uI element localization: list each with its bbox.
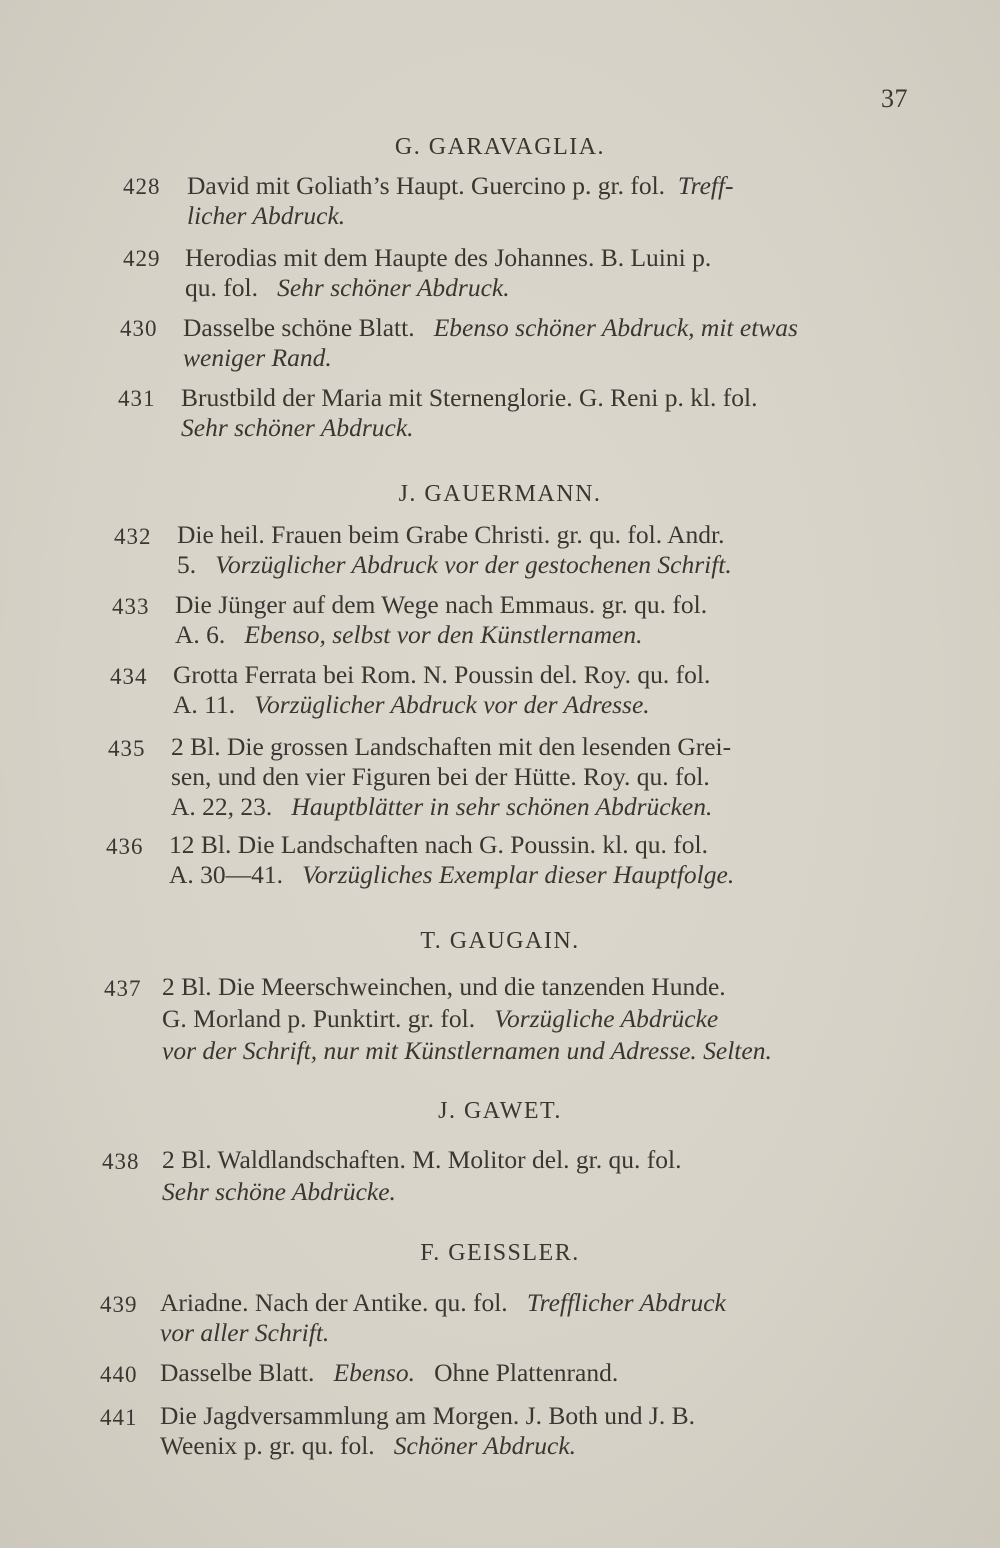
entry-text: Herodias mit dem Haupte des Johannes. B. Luini p. (185, 243, 712, 272)
entry-remark: Sehr schöne Abdrücke. (162, 1177, 396, 1206)
entry-text: 5. (177, 550, 197, 579)
entry-number: 438 (102, 1149, 140, 1174)
entry-number: 436 (106, 834, 144, 859)
entry-text: qu. fol. (185, 273, 258, 302)
entry-text: 2 Bl. Die Meerschweinchen, und die tanzenden Hunde. (162, 972, 726, 1001)
entry-text: Die Jünger auf dem Wege nach Emmaus. gr. qu. fol. (175, 590, 708, 619)
entry-number: 440 (100, 1362, 138, 1387)
entry-text: 2 Bl. Waldlandschaften. M. Molitor del. gr. qu. fol. (162, 1145, 682, 1174)
entry-remark: Ebenso schöner Abdruck, mit etwas (433, 313, 798, 342)
entry-remark: Hauptblätter in sehr schönen Abdrücken. (291, 792, 713, 821)
entry-remark: Vorzüglicher Abdruck vor der Adresse. (254, 690, 650, 719)
entry-text: Dasselbe Blatt. (160, 1358, 315, 1387)
entry-text: A. 11. (173, 690, 236, 719)
entry-number: 439 (100, 1292, 138, 1317)
entry-remark: Sehr schöner Abdruck. (277, 273, 510, 302)
entry-text: Dasselbe schöne Blatt. (183, 313, 415, 342)
entry-remark: Treff- (677, 171, 734, 200)
section-heading-garavaglia: G. GARAVAGLIA. (394, 134, 606, 160)
entry-remark: vor der Schrift, nur mit Künstlernamen und Adresse. Selten. (162, 1036, 772, 1065)
entry-text: G. Morland p. Punktirt. gr. fol. (162, 1004, 476, 1033)
entry-text: sen, und den vier Figuren bei der Hütte. Roy. qu. fol. (171, 762, 710, 791)
entry-number: 428 (123, 174, 161, 199)
entry-text: Ohne Plattenrand. (434, 1358, 619, 1387)
entry-text: A. 30—41. (169, 860, 284, 889)
entry-remark: Vorzüglicher Abdruck vor der gestochenen Schrift. (215, 550, 732, 579)
entry-remark: Vorzügliche Abdrücke (494, 1004, 719, 1033)
entry-remark: licher Abdruck. (187, 201, 346, 230)
entry-remark: weniger Rand. (183, 343, 332, 372)
entry-text: A. 6. (175, 620, 226, 649)
section-heading-gauermann: J. GAUERMANN. (398, 481, 602, 507)
section-heading-gawet: J. GAWET. (438, 1098, 562, 1124)
entry-text: 12 Bl. Die Landschaften nach G. Poussin. kl. qu. fol. (169, 830, 708, 859)
entry-text: Ariadne. Nach der Antike. qu. fol. (160, 1288, 508, 1317)
section-heading-gaugain: T. GAUGAIN. (420, 928, 580, 954)
entry-number: 437 (104, 976, 142, 1001)
entry-text: Weenix p. gr. qu. fol. (160, 1431, 375, 1460)
entry-remark: Trefflicher Abdruck (526, 1288, 726, 1317)
entry-remark: Sehr schöner Abdruck. (181, 413, 414, 442)
entry-number: 434 (110, 664, 148, 689)
entry-number: 429 (123, 246, 161, 271)
entry-remark: Vorzügliches Exemplar dieser Hauptfolge. (302, 860, 735, 889)
entry-text: 2 Bl. Die grossen Landschaften mit den lesenden Grei- (171, 732, 732, 761)
entry-remark: Schöner Abdruck. (393, 1431, 577, 1460)
entry-text: A. 22, 23. (171, 792, 273, 821)
entry-number: 431 (118, 386, 156, 411)
entry-number: 441 (100, 1405, 138, 1430)
entry-number: 433 (112, 594, 150, 619)
entry-text: Die Jagdversammlung am Morgen. J. Both und J. B. (160, 1401, 695, 1430)
entry-text: Brustbild der Maria mit Sternenglorie. G. Reni p. kl. fol. (181, 383, 758, 412)
entry-text: Die heil. Frauen beim Grabe Christi. gr. qu. fol. Andr. (177, 520, 725, 549)
entry-number: 432 (114, 524, 152, 549)
entry-text: Grotta Ferrata bei Rom. N. Poussin del. Roy. qu. fol. (173, 660, 711, 689)
page-number: 37 (881, 84, 908, 113)
entry-number: 435 (108, 736, 146, 761)
entry-text: David mit Goliath’s Haupt. Guercino p. gr. fol. (187, 171, 666, 200)
entry-remark: Ebenso, selbst vor den Künstlernamen. (244, 620, 643, 649)
section-heading-geissler: F. GEISSLER. (420, 1240, 580, 1266)
entry-remark: vor aller Schrift. (160, 1318, 330, 1347)
entry-remark: Ebenso. (333, 1358, 415, 1387)
entry-number: 430 (120, 316, 158, 341)
